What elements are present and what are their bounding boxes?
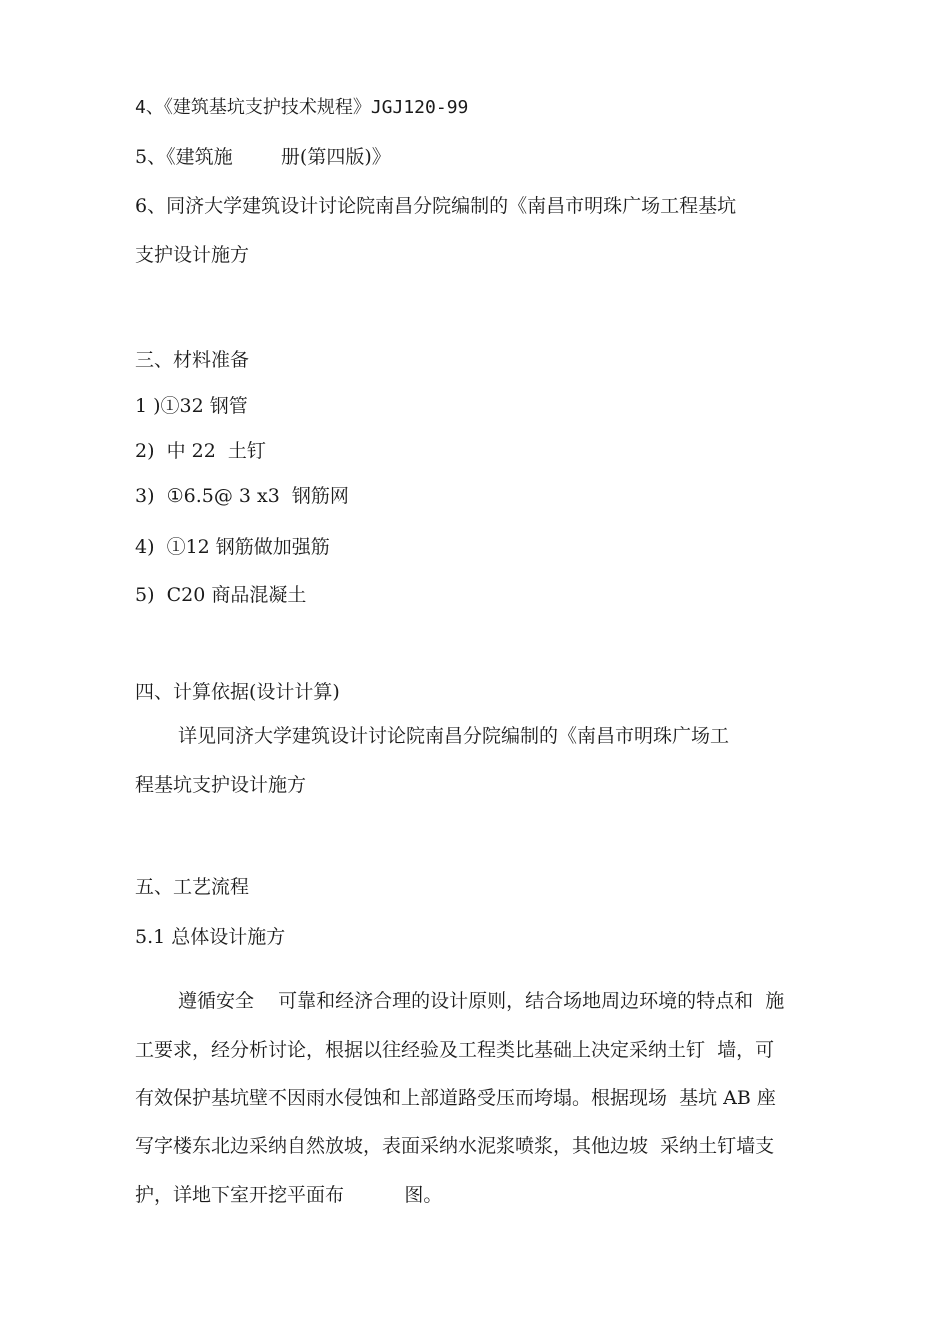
- reference-item-4: 4、《建筑基坑支护技术规程》JGJ120-99: [135, 97, 469, 118]
- section-5-1-paragraph-line-5: 护，详地下室开挖平面布 图。: [135, 1184, 443, 1206]
- section-5-1-paragraph-line-3: 有效保护基坑壁不因雨水侵蚀和上部道路受压而垮塌。根据现场 基坑 AB 座: [135, 1087, 776, 1109]
- section-5-heading: 五、工艺流程: [135, 876, 250, 898]
- reference-item-6-continued: 支护设计施方: [135, 244, 250, 266]
- section-4-paragraph-line-1: 详见同济大学建筑设计讨论院南昌分院编制的《南昌市明珠广场工: [178, 725, 730, 747]
- section-4-heading: 四、计算依据(设计计算): [135, 681, 340, 703]
- reference-item-6: 6、同济大学建筑设计讨论院南昌分院编制的《南昌市明珠广场工程基坑: [135, 195, 737, 217]
- section-5-1-paragraph-line-1: 遵循安全 可靠和经济合理的设计原则，结合场地周边环境的特点和 施: [178, 990, 785, 1012]
- section-5-1-subheading: 5.1 总体设计施方: [135, 926, 286, 948]
- material-item-1: 1 )①32 钢管: [135, 395, 248, 417]
- material-item-5: 5) C20 商品混凝土: [135, 584, 307, 606]
- section-5-1-paragraph-line-4: 写字楼东北边采纳自然放坡，表面采纳水泥浆喷浆，其他边坡 采纳土钉墙支: [135, 1135, 775, 1157]
- section-4-paragraph-line-2: 程基坑支护设计施方: [135, 774, 307, 796]
- section-5-1-paragraph-line-2: 工要求，经分析讨论，根据以往经验及工程类比基础上决定采纳土钉 墙，可: [135, 1039, 775, 1061]
- section-3-heading: 三、材料准备: [135, 349, 250, 371]
- material-item-2: 2) 中 22 土钉: [135, 440, 266, 462]
- material-item-4: 4) ①12 钢筋做加强筋: [135, 536, 330, 558]
- reference-item-5: 5、《建筑施 册(第四版)》: [135, 146, 391, 168]
- material-item-3: 3) ①6.5@ 3 x3 钢筋网: [135, 485, 349, 507]
